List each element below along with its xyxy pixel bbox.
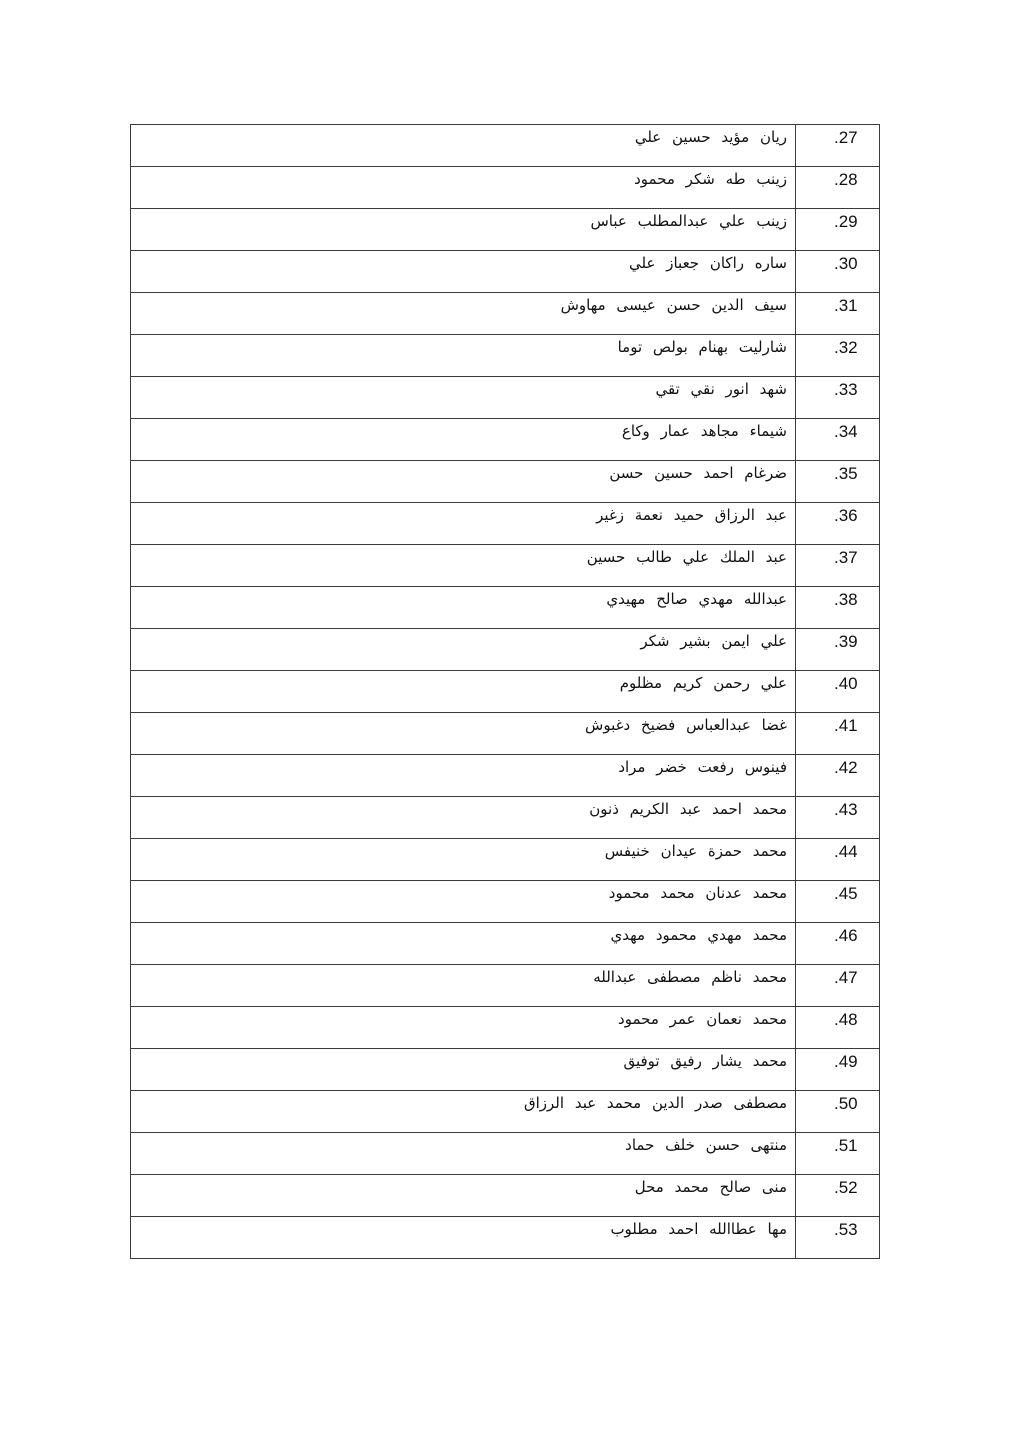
row-number: .28 <box>796 167 880 209</box>
student-name: محمد ناظم مصطفى عبدالله <box>131 965 796 1007</box>
student-name: فينوس رفعت خضر مراد <box>131 755 796 797</box>
student-name: عبد الملك علي طالب حسين <box>131 545 796 587</box>
row-number: .45 <box>796 881 880 923</box>
student-name: شهد انور نقي تقي <box>131 377 796 419</box>
student-name: ضرغام احمد حسين حسن <box>131 461 796 503</box>
table-row <box>131 839 880 881</box>
row-number: .37 <box>796 545 880 587</box>
student-name: محمد حمزة عيدان خنيفس <box>131 839 796 881</box>
student-name: منتهى حسن خلف حماد <box>131 1133 796 1175</box>
names-table <box>130 124 880 1259</box>
row-number: .48 <box>796 1007 880 1049</box>
table-row <box>131 293 880 335</box>
names-table-body <box>131 125 880 1259</box>
table-row <box>131 629 880 671</box>
row-number: .30 <box>796 251 880 293</box>
student-name: ريان مؤيد حسين علي <box>131 125 796 167</box>
table-row <box>131 377 880 419</box>
row-number: .31 <box>796 293 880 335</box>
row-number: .53 <box>796 1217 880 1259</box>
row-number: .47 <box>796 965 880 1007</box>
student-name: شيماء مجاهد عمار وكاع <box>131 419 796 461</box>
row-number: .46 <box>796 923 880 965</box>
row-number: .44 <box>796 839 880 881</box>
table-row <box>131 965 880 1007</box>
row-number: .41 <box>796 713 880 755</box>
row-number: .34 <box>796 419 880 461</box>
student-name: منى صالح محمد محل <box>131 1175 796 1217</box>
student-name: عبد الرزاق حميد نعمة زغير <box>131 503 796 545</box>
student-name: علي ايمن بشير شكر <box>131 629 796 671</box>
table-row <box>131 503 880 545</box>
student-name: محمد عدنان محمد محمود <box>131 881 796 923</box>
row-number: .50 <box>796 1091 880 1133</box>
table-row <box>131 419 880 461</box>
student-name: مصطفى صدر الدين محمد عبد الرزاق <box>131 1091 796 1133</box>
student-name: سيف الدين حسن عيسى مهاوش <box>131 293 796 335</box>
student-name: زينب طه شكر محمود <box>131 167 796 209</box>
row-number: .35 <box>796 461 880 503</box>
table-row <box>131 209 880 251</box>
student-name: علي رحمن كريم مظلوم <box>131 671 796 713</box>
table-row <box>131 251 880 293</box>
table-row <box>131 755 880 797</box>
student-name: زينب علي عبدالمطلب عباس <box>131 209 796 251</box>
student-name: محمد يشار رفيق توفيق <box>131 1049 796 1091</box>
table-row <box>131 1049 880 1091</box>
student-name: عبدالله مهدي صالح مهيدي <box>131 587 796 629</box>
table-row <box>131 461 880 503</box>
table-row <box>131 671 880 713</box>
row-number: .29 <box>796 209 880 251</box>
student-name: محمد احمد عبد الكريم ذنون <box>131 797 796 839</box>
table-row <box>131 1007 880 1049</box>
table-row <box>131 1175 880 1217</box>
row-number: .39 <box>796 629 880 671</box>
table-row <box>131 797 880 839</box>
row-number: .38 <box>796 587 880 629</box>
table-row <box>131 881 880 923</box>
student-name: غضا عبدالعباس فضيخ دغبوش <box>131 713 796 755</box>
row-number: .33 <box>796 377 880 419</box>
table-row <box>131 545 880 587</box>
row-number: .42 <box>796 755 880 797</box>
table-row <box>131 1091 880 1133</box>
table-row <box>131 713 880 755</box>
student-name: مها عطاالله احمد مطلوب <box>131 1217 796 1259</box>
row-number: .40 <box>796 671 880 713</box>
row-number: .51 <box>796 1133 880 1175</box>
table-row <box>131 1217 880 1259</box>
table-row <box>131 1133 880 1175</box>
row-number: .27 <box>796 125 880 167</box>
row-number: .49 <box>796 1049 880 1091</box>
student-name: شارليت بهنام بولص توما <box>131 335 796 377</box>
row-number: .52 <box>796 1175 880 1217</box>
row-number: .32 <box>796 335 880 377</box>
row-number: .36 <box>796 503 880 545</box>
student-name: ساره راكان جعباز علي <box>131 251 796 293</box>
table-row <box>131 923 880 965</box>
row-number: .43 <box>796 797 880 839</box>
table-row <box>131 167 880 209</box>
student-name: محمد مهدي محمود مهدي <box>131 923 796 965</box>
student-name: محمد نعمان عمر محمود <box>131 1007 796 1049</box>
table-row <box>131 125 880 167</box>
table-row <box>131 587 880 629</box>
table-row <box>131 335 880 377</box>
